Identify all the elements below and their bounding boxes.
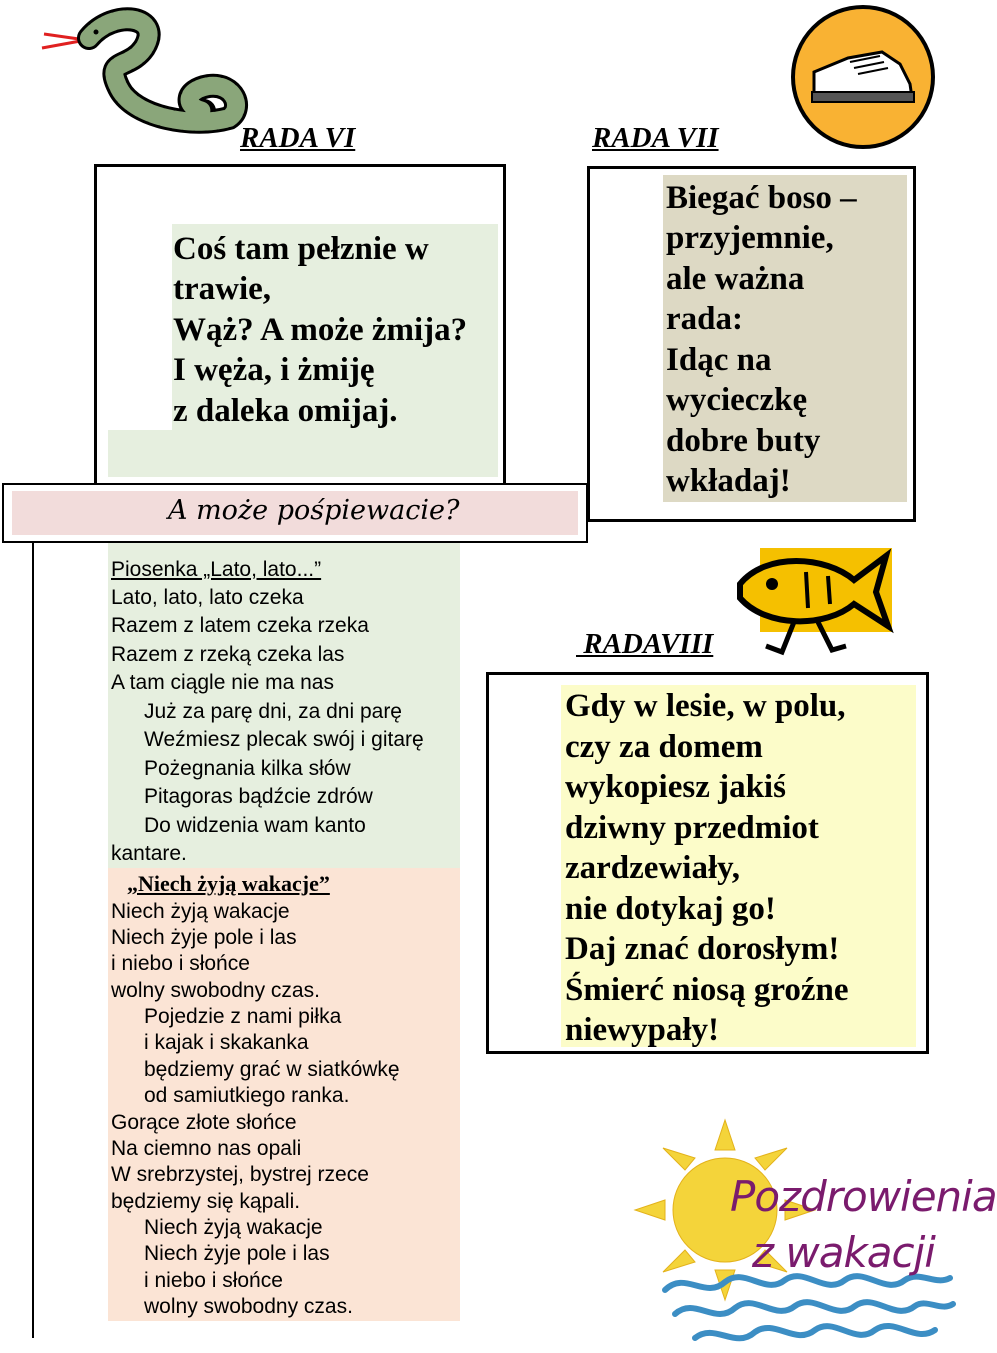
greeting-line-1: Pozdrowienia xyxy=(730,1172,997,1221)
shoe-icon xyxy=(790,4,936,150)
song1-line-4: A tam ciągle nie ma nas xyxy=(111,671,334,694)
song1 xyxy=(111,558,461,868)
rada8-line-5: zardzewiały, xyxy=(565,850,741,886)
song1-line-2: Razem z latem czeka rzeka xyxy=(111,614,369,637)
rada7-line-5: Idąc na xyxy=(666,342,772,378)
snake-icon xyxy=(34,8,249,148)
rada6-line-2: trawie, xyxy=(173,271,272,307)
song1-line-10: kantare. xyxy=(111,842,187,865)
rada8-line-3: wykopiesz jakiś xyxy=(565,769,786,805)
song-area-border xyxy=(32,543,35,1338)
song2-line-3: i niebo i słońce xyxy=(111,952,250,975)
rada7-box xyxy=(587,166,916,522)
rada8-line-6: nie dotykaj go! xyxy=(565,891,776,927)
rada8-line-9: niewypały! xyxy=(565,1012,720,1048)
rada8-line-8: Śmierć niosą groźne xyxy=(565,972,849,1008)
song2-title: „Niech żyją wakacje” xyxy=(127,871,330,896)
song1-title: Piosenka „Lato, lato...” xyxy=(111,558,322,581)
song2-line-9: Gorące złote słońce xyxy=(111,1111,297,1134)
rada8-line-7: Daj znać dorosłym! xyxy=(565,931,840,967)
rada7-line-3: ale ważna xyxy=(666,261,805,297)
rada8-line-2: czy za domem xyxy=(565,729,763,765)
rada6-text-notch xyxy=(108,224,172,430)
song2-line-8: od samiutkiego ranka. xyxy=(144,1084,350,1107)
song2-line-2: Niech żyje pole i las xyxy=(111,926,297,949)
rada7-line-2: przyjemnie, xyxy=(666,220,834,256)
song2-line-4: wolny swobodny czas. xyxy=(111,979,320,1002)
running-fish-icon xyxy=(736,542,894,672)
song2-line-5: Pojedzie z nami piłka xyxy=(144,1005,342,1028)
rada8-heading: RADAVIII xyxy=(576,628,714,660)
song2-line-12: będziemy się kąpali. xyxy=(111,1190,301,1213)
song1-line-5: Już za parę dni, za dni parę xyxy=(144,700,402,723)
rada7-line-6: wycieczkę xyxy=(666,382,808,418)
song2-line-7: będziemy grać w siatkówkę xyxy=(144,1058,400,1081)
song1-line-7: Pożegnania kilka słów xyxy=(144,757,351,780)
rada8-box xyxy=(486,672,929,1054)
greeting-line-2: z wakacji xyxy=(752,1228,935,1277)
rada6-line-3: Wąż? A może żmija? xyxy=(173,312,468,348)
song2-line-1: Niech żyją wakacje xyxy=(111,900,290,923)
song1-line-6: Weźmiesz plecak swój i gitarę xyxy=(144,728,424,751)
song-prompt: A może pośpiewacie? xyxy=(168,495,460,526)
song1-line-3: Razem z rzeką czeka las xyxy=(111,643,345,666)
song2-line-15: i niebo i słońce xyxy=(144,1269,283,1292)
song2-line-13: Niech żyją wakacje xyxy=(144,1216,323,1239)
song2-line-14: Niech żyje pole i las xyxy=(144,1242,330,1265)
rada7-line-1: Biegać boso – xyxy=(666,180,857,216)
rada6-line-5: z daleka omijaj. xyxy=(173,393,398,429)
sun-waves-icon xyxy=(655,1100,955,1350)
rada7-heading: RADA VII xyxy=(592,122,719,154)
rada7-line-7: dobre buty xyxy=(666,423,821,459)
song-prompt-band xyxy=(2,483,588,543)
rada6-line-1: Coś tam pełznie w xyxy=(173,231,429,267)
song2-line-11: W srebrzystej, bystrej rzece xyxy=(111,1163,369,1186)
song2 xyxy=(111,871,461,1321)
rada6-box xyxy=(94,164,506,490)
rada8-line-1: Gdy w lesie, w polu, xyxy=(565,688,846,724)
song2-line-16: wolny swobodny czas. xyxy=(144,1295,353,1318)
song1-line-8: Pitagoras bądźcie zdrów xyxy=(144,785,373,808)
rada7-line-4: rada: xyxy=(666,301,743,337)
song2-line-6: i kajak i skakanka xyxy=(144,1031,309,1054)
rada7-line-8: wkładaj! xyxy=(666,463,791,499)
song1-line-1: Lato, lato, lato czeka xyxy=(111,586,304,609)
rada6-line-4: I węża, i żmiję xyxy=(173,352,375,388)
rada6-heading: RADA VI xyxy=(240,122,356,154)
song2-line-10: Na ciemno nas opali xyxy=(111,1137,302,1160)
song1-line-9: Do widzenia wam kanto xyxy=(144,814,366,837)
rada8-line-4: dziwny przedmiot xyxy=(565,810,819,846)
